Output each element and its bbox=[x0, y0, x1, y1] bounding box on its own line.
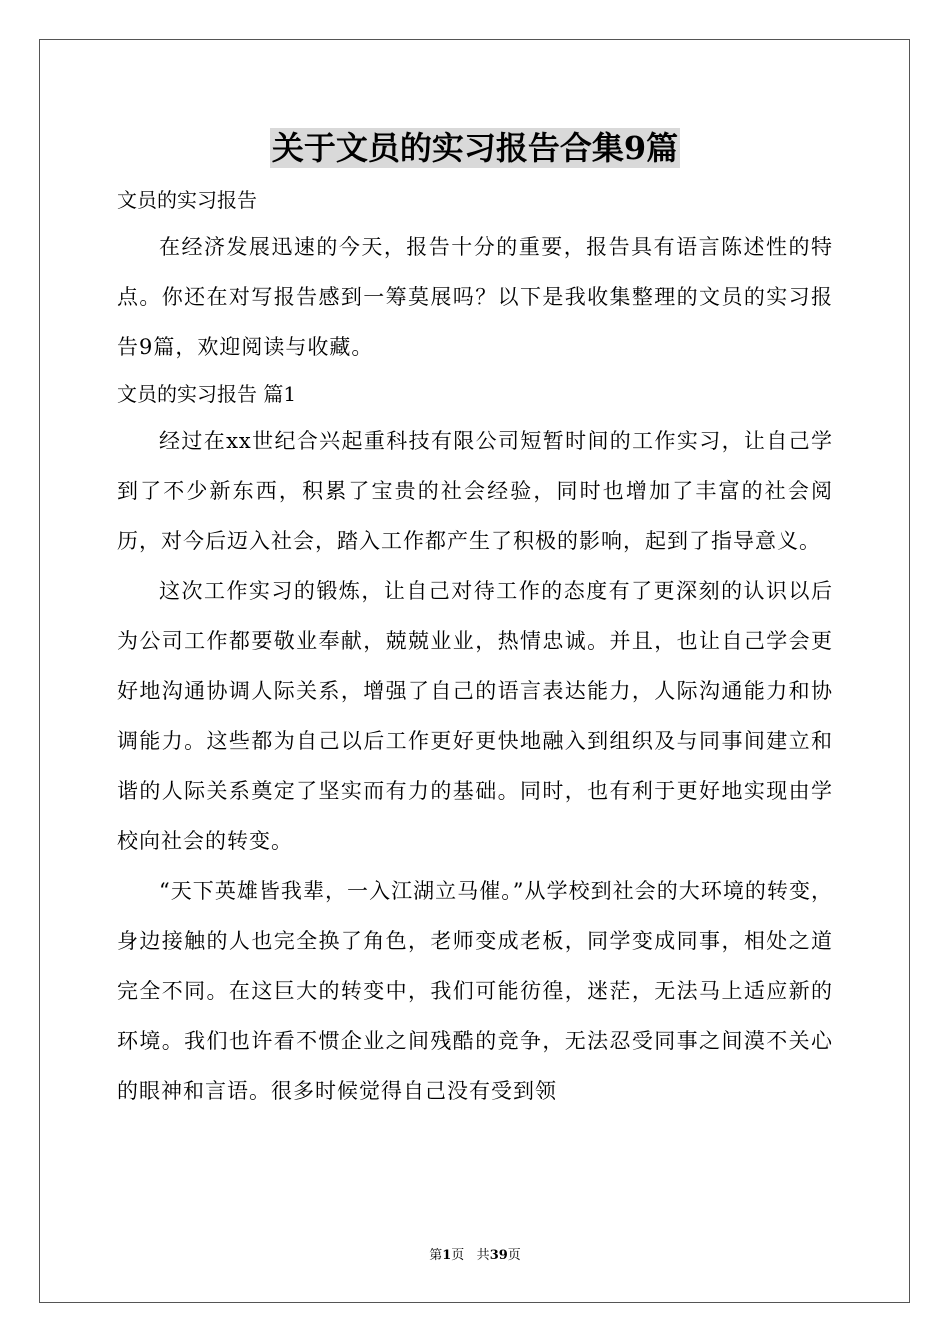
footer-total-prefix: 共 bbox=[476, 1248, 490, 1263]
paragraph: 这次工作实习的锻炼，让自己对待工作的态度有了更深刻的认识以后为公司工作都要敬业奉献，兢兢业业，热情忠诚。并且，也让自己学会更好地沟通协调人际关系，增强了自己的语言表达能力，人际沟通能力和协调能力。这些都为自己以后工作更好更快地融入到组织及与同事间建立和谐的人际关系奠定了坚实而有力的基础。同时，也有利于更好地实现由学校向社会的转变。 bbox=[117, 579, 833, 853]
footer-page-suffix: 页 bbox=[451, 1248, 465, 1263]
page-footer bbox=[0, 1247, 950, 1265]
title-container bbox=[0, 128, 950, 168]
total-page-count: 39 bbox=[489, 1248, 508, 1263]
current-page-number: 1 bbox=[442, 1248, 452, 1263]
document-title: 关于文员的实习报告合集9篇 bbox=[271, 129, 679, 167]
footer-total-suffix: 页 bbox=[507, 1248, 521, 1263]
section-heading: 文员的实习报告 bbox=[117, 188, 257, 212]
section-heading: 文员的实习报告 篇1 bbox=[117, 382, 297, 406]
paragraph: 在经济发展迅速的今天，报告十分的重要，报告具有语言陈述性的特点。你还在对写报告感到一筹莫展吗？以下是我收集整理的文员的实习报告9篇，欢迎阅读与收藏。 bbox=[117, 235, 833, 359]
paragraph: “天下英雄皆我辈，一入江湖立马催。”从学校到社会的大环境的转变，身边接触的人也完全换了角色，老师变成老板，同学变成同事，相处之道完全不同。在这巨大的转变中，我们可能彷徨，迷茫，无法马上适应新的环境。我们也许看不惯企业之间残酷的竞争，无法忍受同事之间漠不关心的眼神和言语。很多时候觉得自己没有受到领 bbox=[117, 879, 833, 1103]
footer-prefix: 第 bbox=[429, 1248, 443, 1263]
document-body bbox=[117, 178, 833, 1116]
paragraph: 经过在xx世纪合兴起重科技有限公司短暂时间的工作实习，让自己学到了不少新东西，积累了宝贵的社会经验，同时也增加了丰富的社会阅历，对今后迈入社会，踏入工作都产生了积极的影响，起到了指导意义。 bbox=[117, 429, 833, 553]
